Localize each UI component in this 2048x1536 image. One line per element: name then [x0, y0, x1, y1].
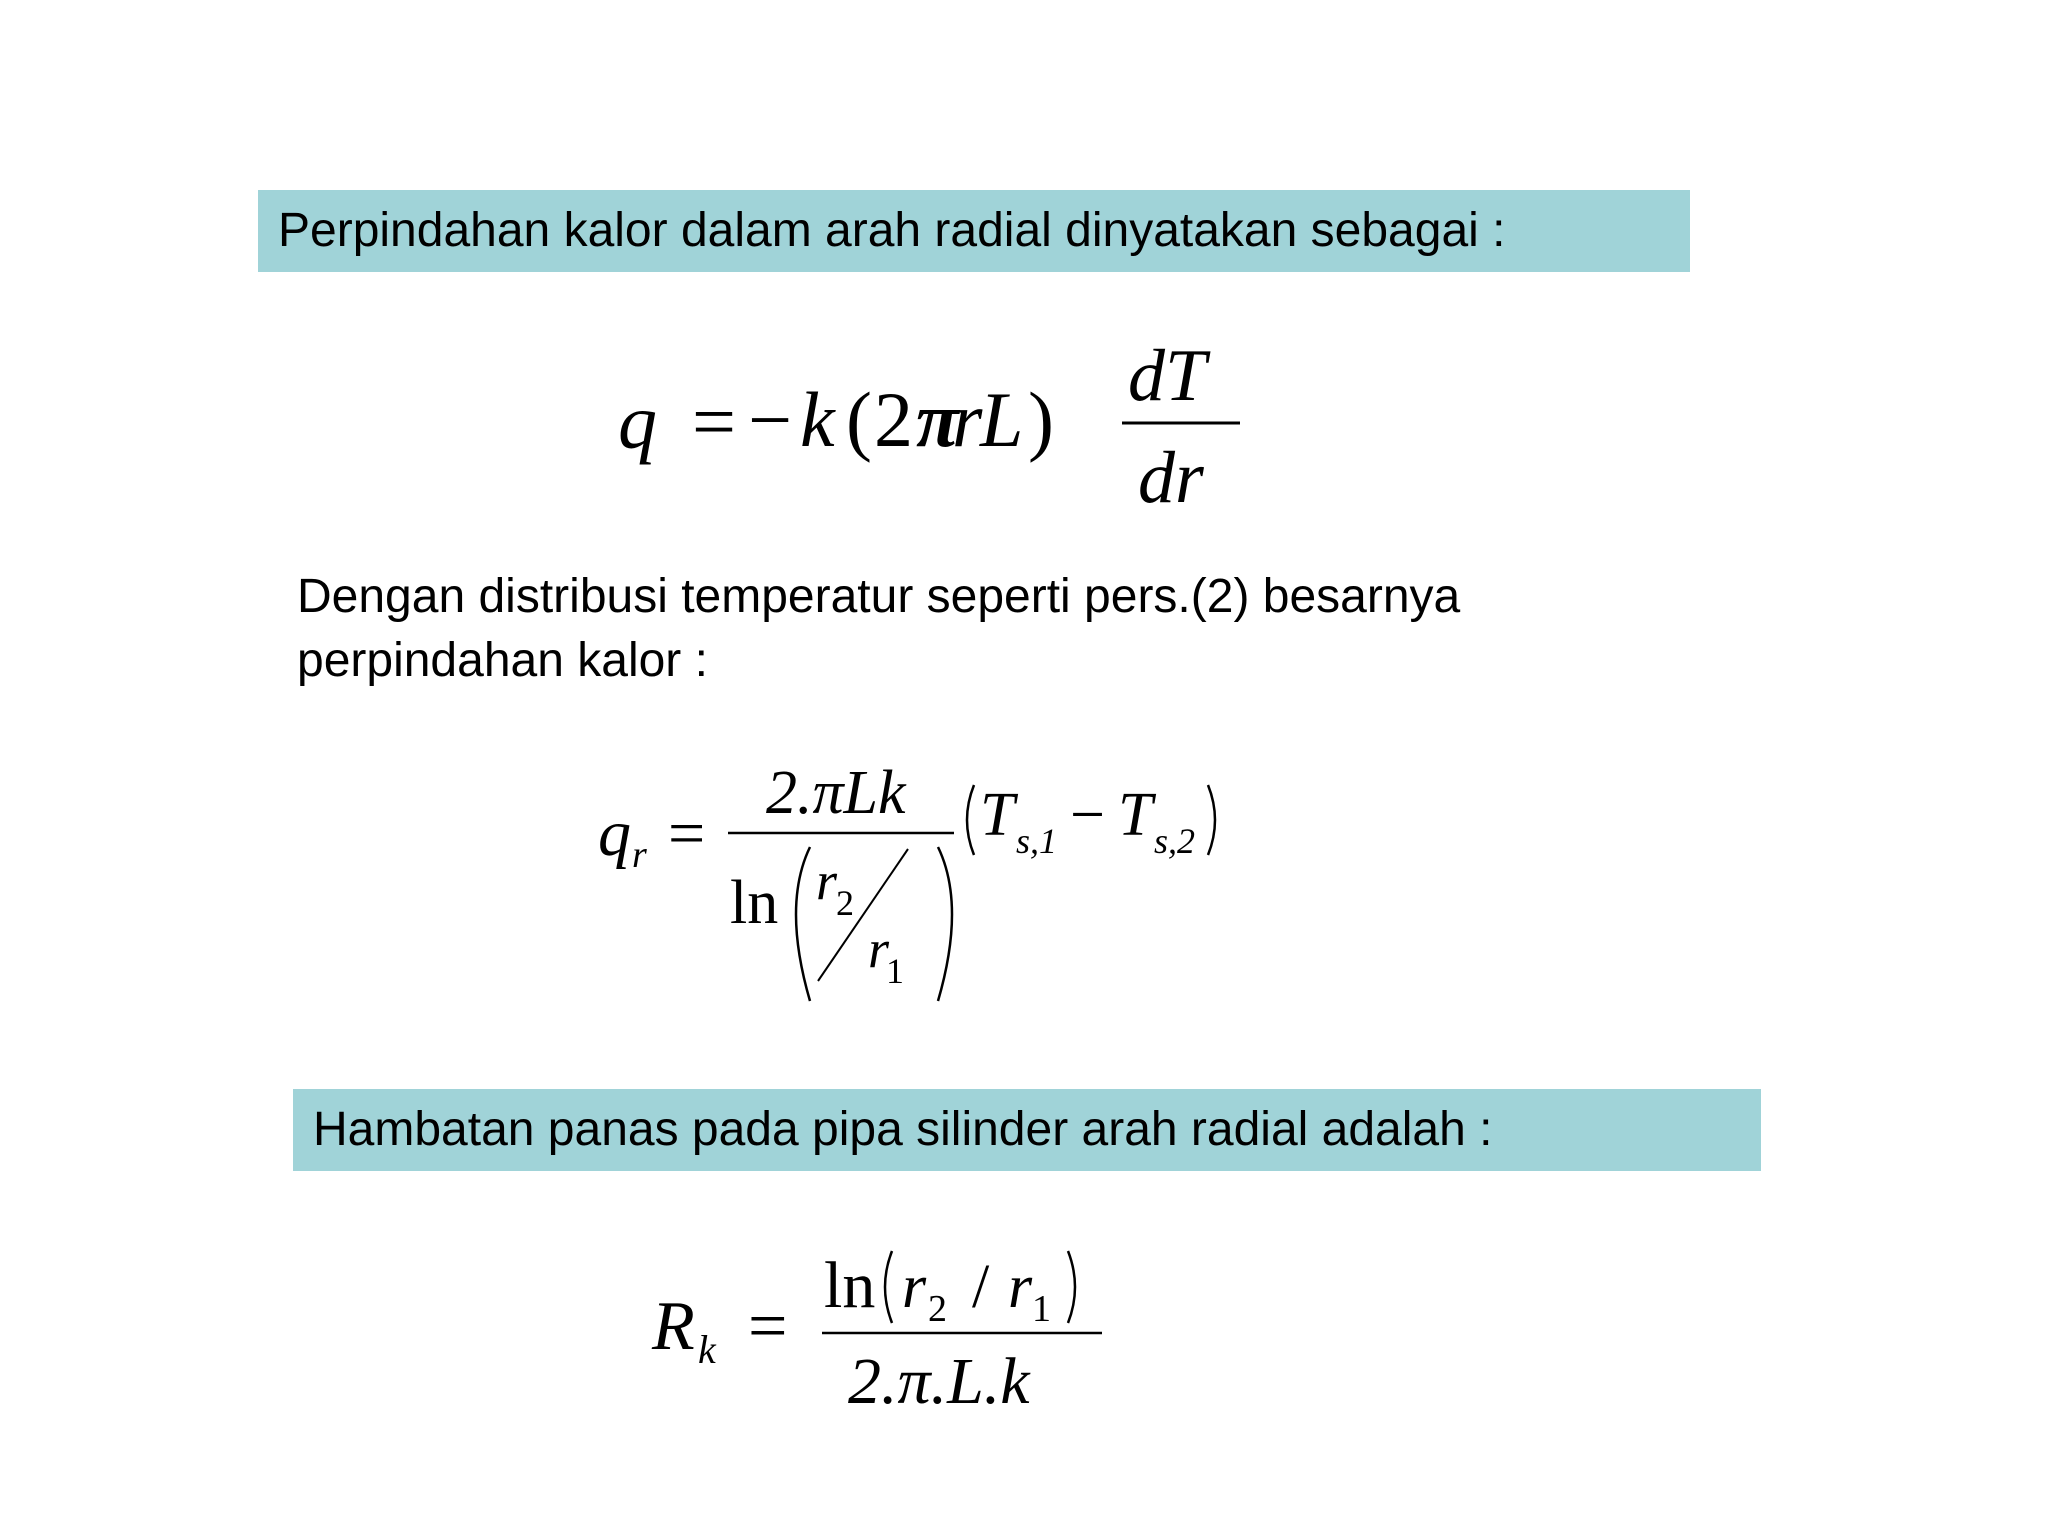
eq3-num-open-paren [885, 1251, 892, 1323]
paragraph-line-2: perpindahan kalor : [297, 634, 708, 687]
eq2-close-paren [1208, 785, 1215, 855]
eq2-T2: T [1118, 781, 1153, 849]
eq2-ln-open-paren [796, 847, 810, 1001]
eq1-numerator: dT [1128, 335, 1207, 417]
eq2-T1: T [980, 781, 1015, 849]
description-paragraph [297, 565, 1697, 693]
eq1-q: q [618, 378, 657, 465]
eq1-denominator: dr [1138, 437, 1204, 519]
eq1-k: k [800, 376, 835, 463]
paragraph-line-1: Dengan distribusi temperatur seperti pers.(2) besarnya [297, 570, 1461, 623]
eq1-close-paren: ) [1028, 376, 1054, 463]
eq3-num-ln: ln [824, 1249, 876, 1322]
eq1-pi: π [916, 376, 959, 463]
eq2-T1-sub: s,1 [1016, 821, 1058, 861]
eq1-open-paren: ( [846, 376, 872, 463]
eq3-num-r1: r [1008, 1253, 1033, 1321]
eq1-minus: − [748, 376, 792, 463]
eq2-equals: = [668, 797, 706, 870]
eq1-two: 2 [874, 376, 913, 463]
eq3-num-slash: / [972, 1253, 990, 1321]
eq2-q-sub: r [632, 834, 647, 876]
eq2-ln: ln [730, 869, 779, 937]
eq2-r1: r [868, 919, 890, 979]
eq3-denominator: 2.π.L.k [848, 1345, 1030, 1418]
eq1-equals: = [692, 378, 736, 465]
eq2-open-paren [967, 785, 974, 855]
equation-heat-flux [600, 330, 1260, 530]
eq2-q: q [598, 797, 631, 870]
equation-thermal-resistance [640, 1235, 1160, 1425]
eq2-ln-close-paren [938, 847, 952, 1001]
eq2-r2-sub: 2 [836, 883, 854, 923]
eq2-r1-sub: 1 [886, 951, 904, 991]
eq3-equals: = [748, 1288, 788, 1365]
eq2-r2: r [816, 851, 838, 911]
eq2-minus: − [1070, 781, 1105, 849]
eq3-R-sub: k [698, 1327, 716, 1372]
eq2-T2-sub: s,2 [1154, 821, 1196, 861]
heading-text: Hambatan panas pada pipa silinder arah radial adalah : [313, 1103, 1493, 1156]
eq1-L: L [980, 376, 1024, 463]
eq3-num-r2-sub: 2 [928, 1288, 947, 1330]
heading-text: Perpindahan kalor dalam arah radial dinyatakan sebagai : [278, 204, 1506, 257]
eq3-num-r1-sub: 1 [1032, 1288, 1051, 1330]
eq3-num-r2: r [902, 1253, 927, 1321]
eq3-R: R [652, 1288, 695, 1365]
eq3-num-close-paren [1068, 1251, 1075, 1323]
equation-radial-heat-rate [590, 755, 1250, 1025]
heading-thermal-resistance [293, 1089, 1761, 1171]
heading-radial-heat-transfer [258, 190, 1690, 272]
eq2-numerator: 2.πLk [766, 759, 906, 827]
eq1-r: r [952, 376, 983, 463]
